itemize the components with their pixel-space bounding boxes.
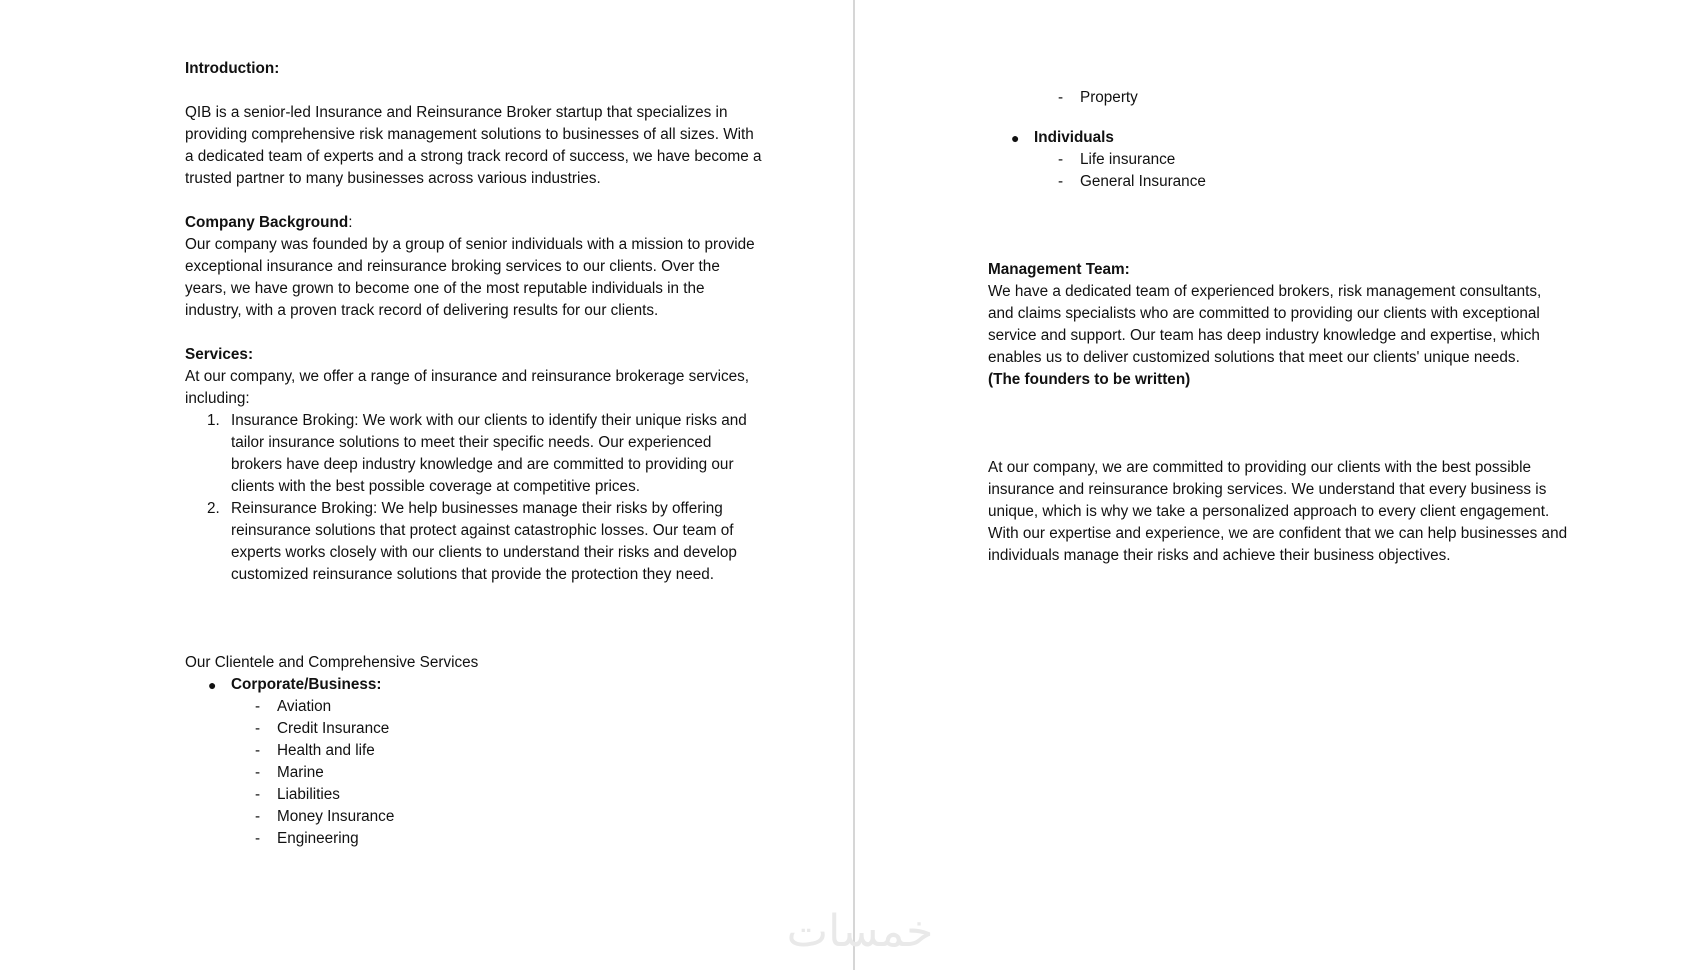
- list-item-text: General Insurance: [1080, 173, 1206, 190]
- watermark-logo: [745, 902, 975, 962]
- dash-icon: -: [255, 764, 261, 781]
- list-item-text: Marine: [277, 764, 324, 781]
- services-intro: At our company, we offer a range of insurance and reinsurance brokerage services, including:: [185, 368, 750, 407]
- list-item: [988, 87, 1568, 109]
- dash-icon: -: [255, 698, 261, 715]
- list-item: [185, 740, 765, 762]
- dash-icon: -: [1058, 89, 1064, 106]
- management-team-text: We have a dedicated team of experienced brokers, risk management consultants, and claims specialists who are committed to providing our clients with exceptional service and support. Our team has deep industry knowledge and expertise, which enables us to deliver customized solutions that meet our clients' unique needs.: [988, 283, 1542, 366]
- list-item-text: Reinsurance Broking: We help businesses manage their risks by offering reinsurance solutions that protect against catastrophic losses. Our team of experts works closely with our clients to understand their risks and develop customized reinsurance solutions that provide the protection they need.: [231, 500, 737, 583]
- management-team-heading: Management Team:: [988, 261, 1130, 278]
- bullet-icon: ●: [208, 677, 217, 693]
- watermark-text: خمسات: [786, 906, 934, 957]
- list-item-text: Property: [1080, 89, 1138, 106]
- list-item-text: Engineering: [277, 830, 359, 847]
- services-heading: Services:: [185, 346, 254, 363]
- list-number: 2.: [207, 500, 220, 517]
- company-background-text: Our company was founded by a group of senior individuals with a mission to provide exceptional insurance and reinsurance broking services to our clients. Over the years, we have grown to become one of the most reputable individuals in the industry, with a proven track record of delivering results for our clients.: [185, 236, 755, 319]
- bullet-icon: ●: [1011, 130, 1020, 146]
- company-background-heading: [185, 212, 765, 234]
- list-number: 1.: [207, 412, 220, 429]
- list-item-text: Money Insurance: [277, 808, 395, 825]
- list-item-text: Aviation: [277, 698, 332, 715]
- dash-icon: -: [1058, 173, 1064, 190]
- founders-note: (The founders to be written): [988, 371, 1191, 388]
- individuals-label: Individuals: [1034, 129, 1114, 146]
- list-item: [988, 149, 1568, 171]
- company-background-label: Company Background: [185, 214, 349, 231]
- list-item-text: Life insurance: [1080, 151, 1176, 168]
- left-page: [185, 58, 765, 850]
- introduction-heading: Introduction:: [185, 60, 280, 77]
- list-item: [185, 828, 765, 850]
- page-divider: [853, 0, 855, 970]
- list-item: [185, 762, 765, 784]
- dash-icon: -: [255, 808, 261, 825]
- introduction-text: QIB is a senior-led Insurance and Reinsurance Broker startup that specializes in providing comprehensive risk management solutions to businesses of all sizes. With a dedicated team of experts and a strong track record of success, we have become a trusted partner to many businesses across various industries.: [185, 104, 762, 187]
- individuals-bullet: [988, 127, 1568, 149]
- services-list-item: [185, 410, 765, 498]
- closing-text: At our company, we are committed to providing our clients with the best possible insurance and reinsurance broking services. We understand that every business is unique, which is why we take a personalized approach to every client engagement. With our expertise and experience, we are confident that we can help businesses and individuals manage their risks and achieve their business objectives.: [988, 459, 1568, 564]
- dash-icon: -: [1058, 151, 1064, 168]
- list-item: [988, 171, 1568, 193]
- company-background-colon: :: [348, 214, 353, 231]
- list-item: [185, 784, 765, 806]
- dash-icon: -: [255, 830, 261, 847]
- list-item-text: Insurance Broking: We work with our clients to identify their unique risks and tailor insurance solutions to meet their specific needs. Our experienced brokers have deep industry knowledge and are committed to providing our clients with the best possible coverage at competitive prices.: [231, 412, 747, 495]
- right-page: [988, 0, 1568, 567]
- corporate-label: Corporate/Business:: [231, 676, 382, 693]
- clientele-heading: Our Clientele and Comprehensive Services: [185, 654, 479, 671]
- dash-icon: -: [255, 786, 261, 803]
- list-item: [185, 806, 765, 828]
- list-item-text: Credit Insurance: [277, 720, 390, 737]
- dash-icon: -: [255, 720, 261, 737]
- services-list: [185, 410, 765, 586]
- dash-icon: -: [255, 742, 261, 759]
- list-item-text: Liabilities: [277, 786, 340, 803]
- corporate-bullet: [185, 674, 765, 696]
- list-item: [185, 696, 765, 718]
- list-item: [185, 718, 765, 740]
- list-item-text: Health and life: [277, 742, 375, 759]
- services-list-item: [185, 498, 765, 586]
